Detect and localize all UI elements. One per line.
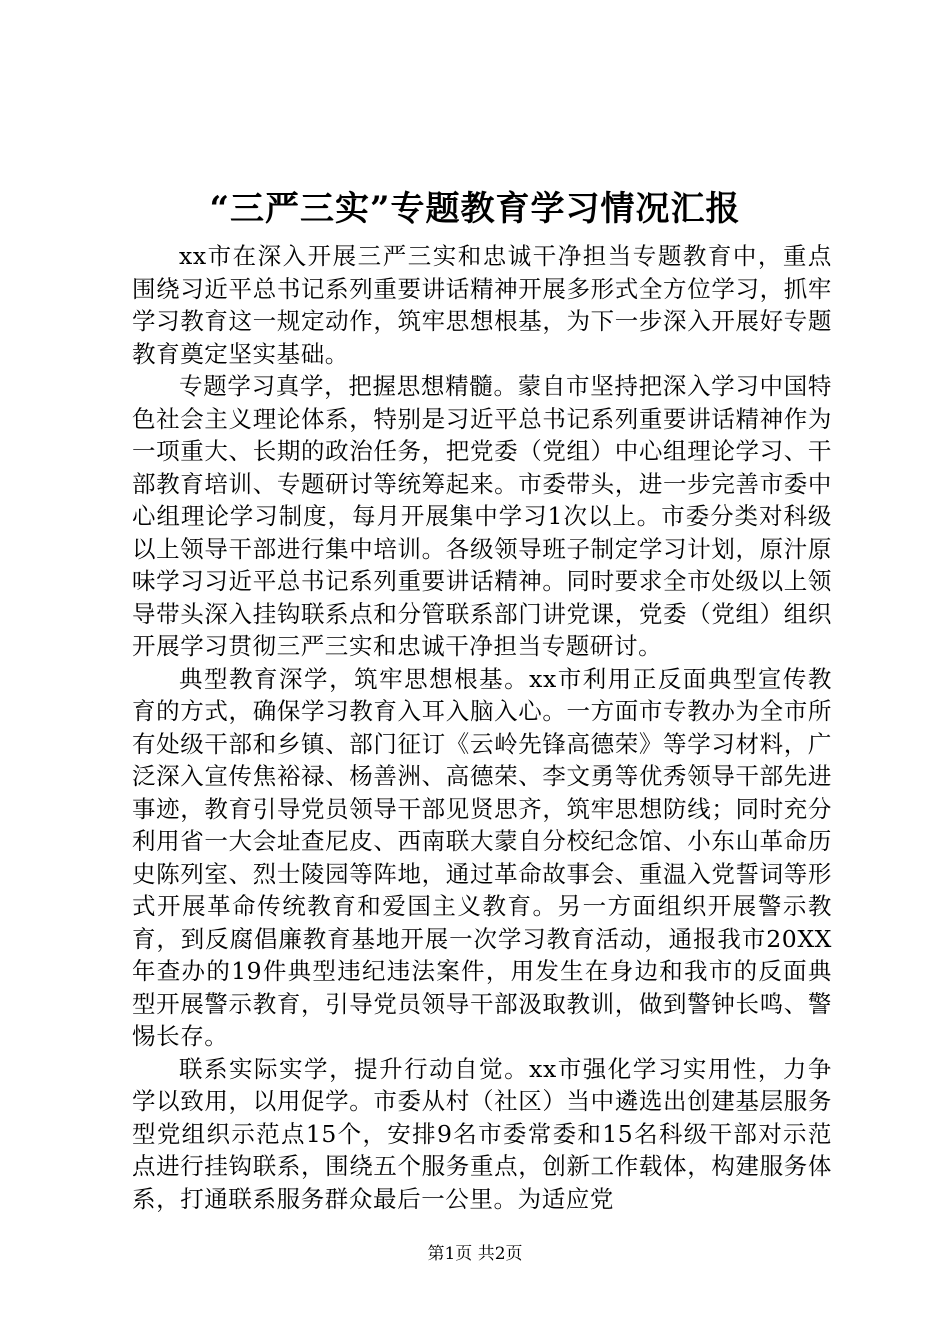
paragraph-topic-study: 专题学习真学，把握思想精髓。蒙自市坚持把深入学习中国特色社会主义理论体系，特别是习近平总书记系列重要讲话精神作为一项重大、长期的政治任务，把党委（党组）中心组理论学习、干部教育培训、专题研讨等统筹起来。市委带头，进一步完善市委中心组理论学习制度，每月开展集中学习1次以上。市委分类对科级以上领导干部进行集中培训。各级领导班子制定学习计划，原汁原味学习习近平总书记系列重要讲话精神。同时要求全市处级以上领导带头深入挂钩联系点和分管联系部门讲党课，党委（党组）组织开展学习贯彻三严三实和忠诚干净担当专题研讨。: [132, 372, 832, 660]
document-title: “三严三实”专题教育学习情况汇报: [209, 189, 741, 229]
document-body: [132, 240, 832, 1215]
paragraph-intro: xx市在深入开展三严三实和忠诚干净担当专题教育中，重点围绕习近平总书记系列重要讲话精神开展多形式全方位学习，抓牢学习教育这一规定动作，筑牢思想根基，为下一步深入开展好专题教育奠定坚实基础。: [132, 242, 832, 368]
page-footer: 第1页 共2页: [427, 1244, 523, 1264]
paragraph-model-education: 典型教育深学，筑牢思想根基。xx市利用正反面典型宣传教育的方式，确保学习教育入耳入脑入心。一方面市专教办为全市所有处级干部和乡镇、部门征订《云岭先锋高德荣》等学习材料，广泛深入宣传焦裕禄、杨善洲、高德荣、李文勇等优秀领导干部先进事迹，教育引导党员领导干部见贤思齐，筑牢思想防线；同时充分利用省一大会址查尼皮、西南联大蒙自分校纪念馆、小东山革命历史陈列室、烈士陵园等阵地，通过革命故事会、重温入党誓词等形式开展革命传统教育和爱国主义教育。另一方面组织开展警示教育，到反腐倡廉教育基地开展一次学习教育活动，通报我市20XX年查办的19件典型违纪违法案件，用发生在身边和我市的反面典型开展警示教育，引导党员领导干部汲取教训，做到警钟长鸣、警惕长存。: [132, 664, 832, 1050]
paragraph-practical-study: 联系实际实学，提升行动自觉。xx市强化学习实用性，力争学以致用，以用促学。市委从村（社区）当中遴选出创建基层服务型党组织示范点15个，安排9名市委常委和15名科级干部对示范点进行挂钩联系，围绕五个服务重点，创新工作载体，构建服务体系，打通联系服务群众最后一公里。为适应党: [132, 1054, 832, 1213]
